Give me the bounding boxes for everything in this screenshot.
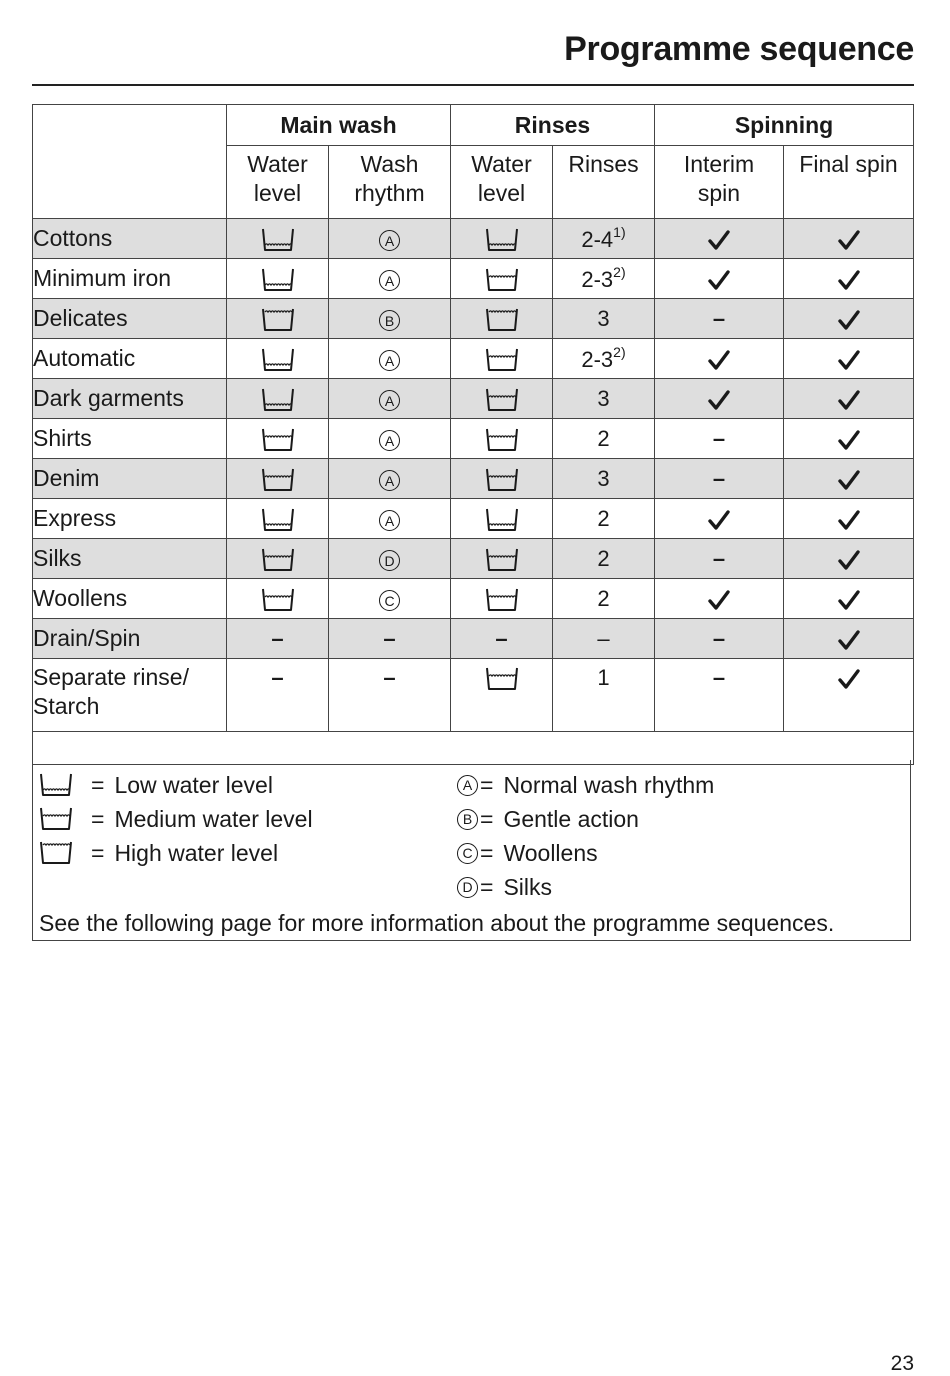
interim-spin-cell: [655, 259, 784, 299]
rhythm-a-icon: A: [379, 510, 400, 531]
programme-name: Denim: [33, 459, 227, 499]
medium-water-level-icon: [261, 588, 295, 612]
wash-rhythm-cell: [329, 499, 451, 539]
equals-sign: =: [91, 839, 105, 866]
wash-rhythm-cell: [329, 419, 451, 459]
footnote-ref: 2): [613, 264, 626, 280]
rinses-cell: [553, 459, 655, 499]
rinse-count: 3: [597, 465, 610, 491]
check-icon: [838, 510, 860, 530]
medium-water-level-icon: [261, 548, 295, 572]
check-icon: [838, 550, 860, 570]
rinse-count: 2: [597, 425, 610, 451]
rinse-level-cell: [451, 499, 553, 539]
dash-mark: –: [271, 625, 284, 651]
main-wash-level-cell: [227, 539, 329, 579]
programme-name: Drain/Spin: [33, 619, 227, 659]
main-wash-level-cell: [227, 579, 329, 619]
equals-sign: =: [480, 771, 494, 798]
rinse-level-cell: [451, 539, 553, 579]
medium-water-level-icon: [485, 348, 519, 372]
check-icon: [708, 390, 730, 410]
equals-sign: =: [480, 805, 494, 832]
legend-text: Gentle action: [503, 805, 639, 832]
legend-item: [457, 768, 714, 802]
low-water-level-icon: [485, 228, 519, 252]
rinses-cell: [553, 579, 655, 619]
rinse-count: 3: [597, 385, 610, 411]
legend-note: See the following page for more information about the programme sequences.: [39, 910, 835, 936]
programme-table: [32, 104, 914, 765]
legend-item: [457, 802, 714, 836]
rinses-cell: [553, 499, 655, 539]
title-rule: [32, 84, 914, 86]
dash-mark: –: [712, 665, 726, 690]
rinse-level-cell: [451, 339, 553, 379]
rinse-level-cell: [451, 459, 553, 499]
final-spin-cell: [784, 459, 914, 499]
final-spin-cell: [784, 339, 914, 379]
check-icon: [838, 390, 860, 410]
low-water-level-icon: [261, 268, 295, 292]
final-spin-cell: [784, 659, 914, 732]
rinse-level-cell: [451, 659, 553, 732]
rinses-cell: [553, 419, 655, 459]
rhythm-d-icon: D: [379, 550, 400, 571]
legend-item: [457, 870, 714, 904]
programme-name: Separate rinse/ Starch: [33, 659, 227, 732]
medium-water-level-icon: [485, 268, 519, 292]
medium-water-level-icon: [485, 428, 519, 452]
dash-mark: –: [712, 465, 726, 491]
final-spin-cell: [784, 539, 914, 579]
dash-mark: –: [712, 625, 726, 651]
interim-spin-cell: [655, 659, 784, 732]
rhythm-a-icon: A: [379, 350, 400, 371]
programme-name: Minimum iron: [33, 259, 227, 299]
rinses-cell: [553, 539, 655, 579]
dash-mark: –: [495, 625, 508, 651]
rinse-count: 2: [597, 505, 610, 531]
equals-sign: =: [480, 839, 494, 866]
column-header: Water level: [451, 146, 553, 219]
final-spin-cell: [784, 579, 914, 619]
equals-sign: =: [91, 771, 105, 798]
check-icon: [838, 350, 860, 370]
group-header: Main wash: [227, 105, 451, 146]
high-water-level-icon: [39, 841, 73, 865]
medium-water-level-icon: [485, 548, 519, 572]
final-spin-cell: [784, 299, 914, 339]
page-number: 23: [890, 1352, 914, 1375]
interim-spin-cell: [655, 339, 784, 379]
medium-water-level-icon: [485, 468, 519, 492]
rinse-level-cell: [451, 579, 553, 619]
medium-water-level-icon: [485, 388, 519, 412]
rhythm-b-icon: B: [379, 310, 400, 331]
check-icon: [838, 230, 860, 250]
table-row: [33, 219, 914, 259]
main-wash-level-cell: [227, 419, 329, 459]
programme-name: Express: [33, 499, 227, 539]
interim-spin-cell: [655, 379, 784, 419]
table-row: [33, 539, 914, 579]
rhythm-b-icon: B: [457, 809, 478, 830]
legend-text: Low water level: [114, 771, 273, 798]
rinse-level-cell: [451, 299, 553, 339]
table-row: [33, 339, 914, 379]
rinse-count: 2-3: [581, 267, 614, 292]
table-row: [33, 259, 914, 299]
water-level-legend: [39, 768, 313, 870]
column-header: Interim spin: [655, 146, 784, 219]
table-row: [33, 459, 914, 499]
rinses-cell: [553, 659, 655, 732]
wash-rhythm-cell: [329, 459, 451, 499]
legend-text: Silks: [503, 873, 552, 900]
medium-water-level-icon: [261, 468, 295, 492]
dash-mark: –: [712, 425, 726, 451]
legend-text: Normal wash rhythm: [503, 771, 715, 798]
wash-rhythm-cell: [329, 539, 451, 579]
interim-spin-cell: [655, 299, 784, 339]
rinse-count: –: [597, 625, 610, 651]
legend-item: [39, 802, 313, 836]
wash-rhythm-cell: [329, 339, 451, 379]
rhythm-a-icon: A: [457, 775, 478, 796]
medium-water-level-icon: [485, 667, 519, 691]
main-wash-level-cell: [227, 259, 329, 299]
rinse-count: 3: [597, 305, 610, 331]
rinse-level-cell: [451, 419, 553, 459]
wash-rhythm-cell: [329, 379, 451, 419]
main-wash-level-cell: [227, 499, 329, 539]
check-icon: [838, 270, 860, 290]
table-row: [33, 379, 914, 419]
rhythm-a-icon: A: [379, 270, 400, 291]
rhythm-a-icon: A: [379, 230, 400, 251]
rinse-count: 2: [597, 585, 610, 611]
rinses-cell: [553, 219, 655, 259]
table-row: [33, 419, 914, 459]
rinse-level-cell: [451, 619, 553, 659]
table-row: [33, 619, 914, 659]
table-row: [33, 579, 914, 619]
group-header: Spinning: [655, 105, 914, 146]
table-row: [33, 659, 914, 732]
rinse-level-cell: [451, 259, 553, 299]
main-wash-level-cell: [227, 219, 329, 259]
programme-name: Automatic: [33, 339, 227, 379]
wash-rhythm-cell: [329, 219, 451, 259]
legend-text: High water level: [114, 839, 279, 866]
dash-mark: –: [383, 625, 396, 651]
table-row: [33, 299, 914, 339]
rinses-cell: [553, 379, 655, 419]
interim-spin-cell: [655, 499, 784, 539]
column-header: Water level: [227, 146, 329, 219]
check-icon: [708, 230, 730, 250]
dash-mark: –: [712, 305, 726, 331]
final-spin-cell: [784, 219, 914, 259]
column-header: Final spin: [784, 146, 914, 219]
interim-spin-cell: [655, 459, 784, 499]
rhythm-c-icon: C: [457, 843, 478, 864]
equals-sign: =: [91, 805, 105, 832]
legend-item: [39, 768, 313, 802]
corner-cell: [33, 105, 227, 219]
low-water-level-icon: [261, 508, 295, 532]
rinse-count: 2: [597, 545, 610, 571]
table-row: [33, 499, 914, 539]
rinses-cell: [553, 619, 655, 659]
medium-water-level-icon: [261, 428, 295, 452]
wash-rhythm-cell: [329, 259, 451, 299]
legend-item: [39, 836, 313, 870]
check-icon: [708, 510, 730, 530]
main-wash-level-cell: [227, 379, 329, 419]
rinse-count: 2-4: [581, 227, 614, 252]
wash-rhythm-cell: [329, 659, 451, 732]
footnote-ref: 2): [613, 344, 626, 360]
legend-text: Woollens: [503, 839, 598, 866]
wash-rhythm-legend: [457, 768, 714, 904]
high-water-level-icon: [261, 308, 295, 332]
rhythm-a-icon: A: [379, 470, 400, 491]
final-spin-cell: [784, 379, 914, 419]
programme-name: Shirts: [33, 419, 227, 459]
wash-rhythm-cell: [329, 299, 451, 339]
main-wash-level-cell: [227, 619, 329, 659]
check-icon: [838, 310, 860, 330]
final-spin-cell: [784, 619, 914, 659]
check-icon: [838, 430, 860, 450]
check-icon: [838, 590, 860, 610]
programme-name: Dark garments: [33, 379, 227, 419]
rinse-count: 2-3: [581, 347, 614, 372]
low-water-level-icon: [261, 348, 295, 372]
medium-water-level-icon: [485, 588, 519, 612]
interim-spin-cell: [655, 579, 784, 619]
interim-spin-cell: [655, 219, 784, 259]
programme-name: Delicates: [33, 299, 227, 339]
legend: [32, 760, 911, 941]
dash-mark: –: [271, 665, 284, 690]
rinse-level-cell: [451, 379, 553, 419]
main-wash-level-cell: [227, 339, 329, 379]
group-header: Rinses: [451, 105, 655, 146]
rhythm-d-icon: D: [457, 877, 478, 898]
column-header: Wash rhythm: [329, 146, 451, 219]
main-wash-level-cell: [227, 659, 329, 732]
column-header: Rinses: [553, 146, 655, 219]
check-icon: [838, 470, 860, 490]
low-water-level-icon: [261, 388, 295, 412]
rinses-cell: [553, 259, 655, 299]
check-icon: [838, 630, 860, 650]
interim-spin-cell: [655, 539, 784, 579]
high-water-level-icon: [485, 308, 519, 332]
low-water-level-icon: [39, 773, 73, 797]
dash-mark: –: [383, 665, 396, 690]
legend-text: Medium water level: [114, 805, 313, 832]
footnote-ref: 1): [613, 224, 626, 240]
final-spin-cell: [784, 419, 914, 459]
check-icon: [838, 669, 860, 689]
rhythm-c-icon: C: [379, 590, 400, 611]
rhythm-a-icon: A: [379, 430, 400, 451]
legend-item: [457, 836, 714, 870]
final-spin-cell: [784, 259, 914, 299]
low-water-level-icon: [261, 228, 295, 252]
rinse-count: 1: [597, 665, 610, 690]
rinse-level-cell: [451, 219, 553, 259]
main-wash-level-cell: [227, 299, 329, 339]
programme-name: Cottons: [33, 219, 227, 259]
programme-name: Silks: [33, 539, 227, 579]
equals-sign: =: [480, 873, 494, 900]
rhythm-a-icon: A: [379, 390, 400, 411]
dash-mark: –: [712, 545, 726, 571]
main-wash-level-cell: [227, 459, 329, 499]
rinses-cell: [553, 299, 655, 339]
medium-water-level-icon: [39, 807, 73, 831]
wash-rhythm-cell: [329, 579, 451, 619]
low-water-level-icon: [485, 508, 519, 532]
programme-name: Woollens: [33, 579, 227, 619]
interim-spin-cell: [655, 619, 784, 659]
check-icon: [708, 350, 730, 370]
final-spin-cell: [784, 499, 914, 539]
rinses-cell: [553, 339, 655, 379]
check-icon: [708, 590, 730, 610]
page-title: Programme sequence: [564, 30, 914, 68]
wash-rhythm-cell: [329, 619, 451, 659]
check-icon: [708, 270, 730, 290]
interim-spin-cell: [655, 419, 784, 459]
